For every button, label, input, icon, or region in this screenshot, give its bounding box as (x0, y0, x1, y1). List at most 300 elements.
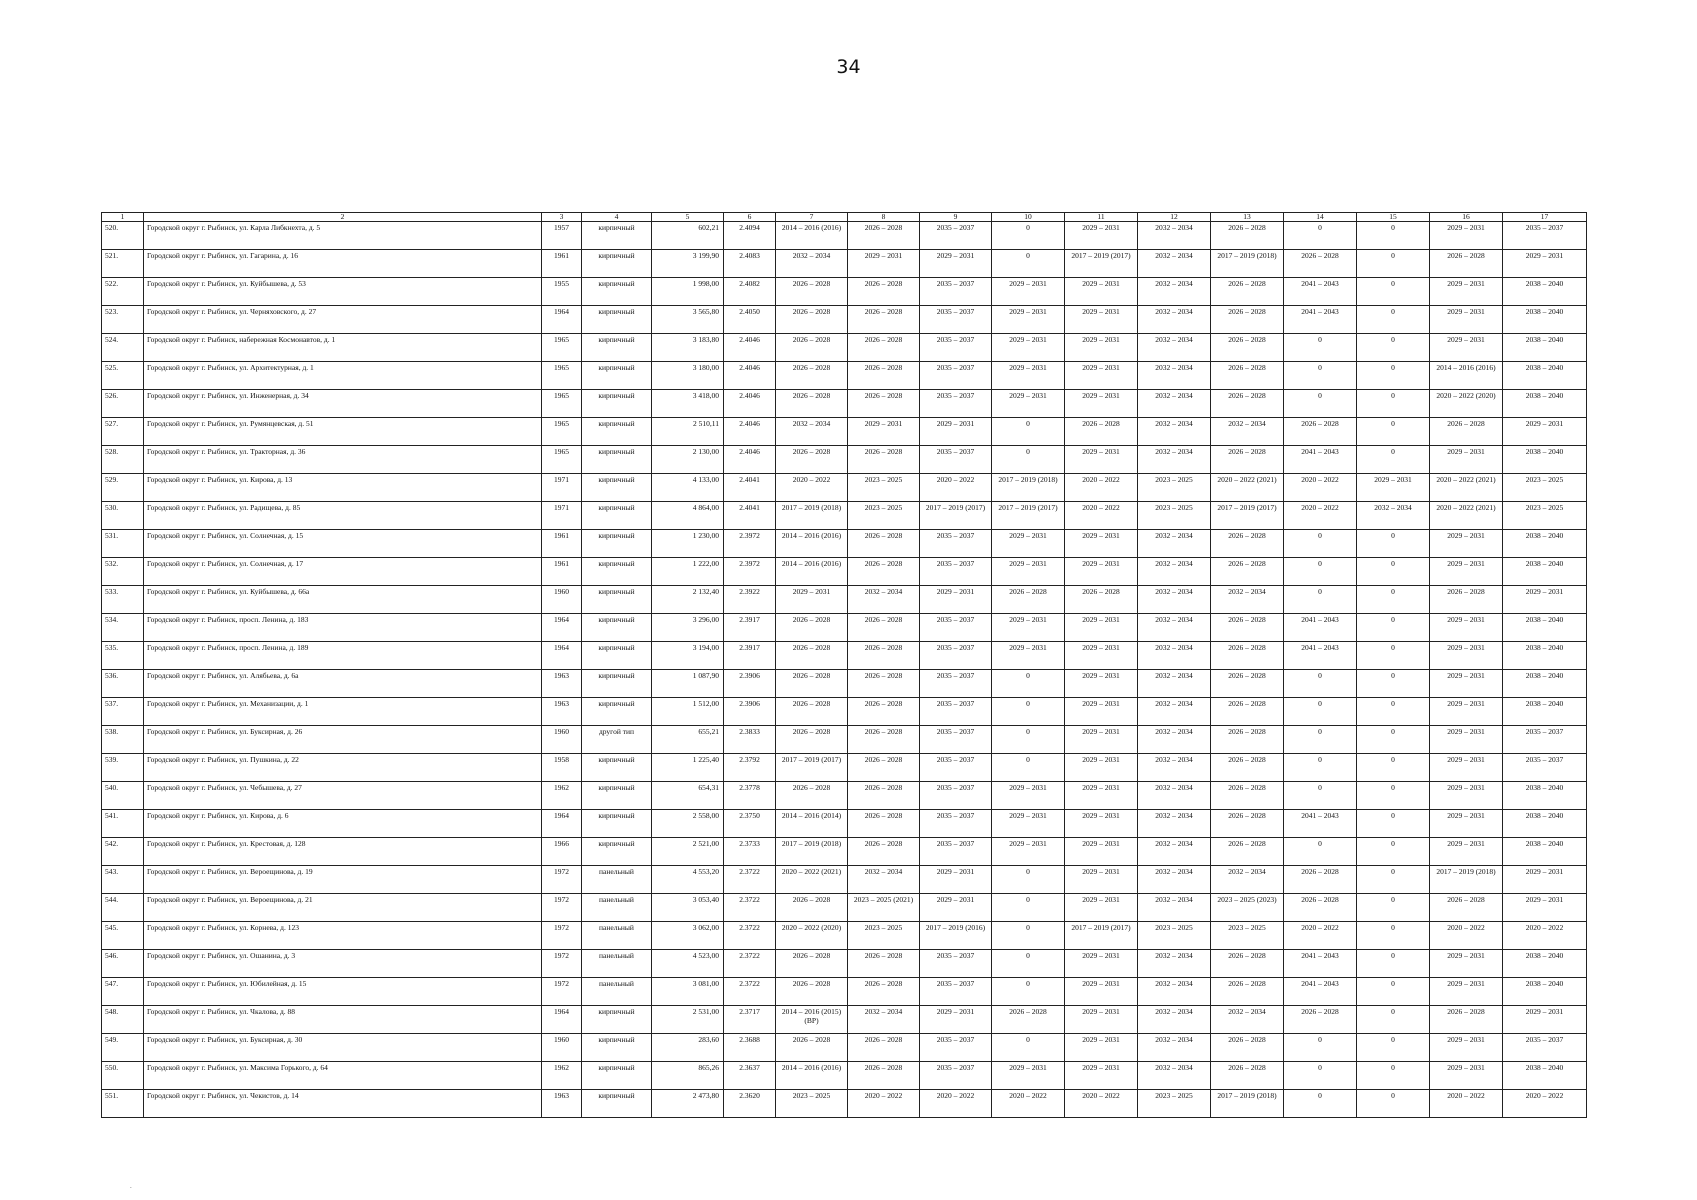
cell-period-col-14: 0 (1284, 754, 1357, 782)
cell-period-col-16: 2029 – 2031 (1430, 558, 1503, 586)
cell-period-col-10: 2029 – 2031 (992, 558, 1065, 586)
cell-period-col-12: 2032 – 2034 (1138, 278, 1211, 306)
cell-address: Городской округ г. Рыбинск, ул. Крестовая, д. 128 (144, 838, 542, 866)
cell-period-col-13: 2032 – 2034 (1211, 1006, 1284, 1034)
cell-period-col-17: 2038 – 2040 (1503, 810, 1587, 838)
cell-year-built: 1962 (542, 782, 582, 810)
cell-wall-material: кирпичный (582, 1090, 652, 1118)
cell-period-col-17: 2020 – 2022 (1503, 1090, 1587, 1118)
cell-wall-material: кирпичный (582, 754, 652, 782)
cell-period-col-15: 0 (1357, 1034, 1430, 1062)
table-body (102, 222, 1587, 1118)
cell-period-col-15: 0 (1357, 558, 1430, 586)
cell-period-col-9: 2029 – 2031 (920, 894, 992, 922)
cell-period-col-8: 2026 – 2028 (848, 306, 920, 334)
cell-period-col-17: 2029 – 2031 (1503, 866, 1587, 894)
cell-period-col-12: 2032 – 2034 (1138, 614, 1211, 642)
cell-year-built: 1971 (542, 474, 582, 502)
cell-period-col-11: 2029 – 2031 (1065, 642, 1138, 670)
column-header-6: 6 (724, 213, 776, 222)
cell-priority-index: 2.4046 (724, 362, 776, 390)
cell-period-col-14: 2020 – 2022 (1284, 922, 1357, 950)
cell-period-col-15: 0 (1357, 642, 1430, 670)
table-row (102, 558, 1587, 586)
cell-period-col-9: 2035 – 2037 (920, 726, 992, 754)
cell-year-built: 1971 (542, 502, 582, 530)
table-header-row (102, 213, 1587, 222)
cell-address: Городской округ г. Рыбинск, ул. Максима Горького, д. 64 (144, 1062, 542, 1090)
cell-year-built: 1965 (542, 334, 582, 362)
column-header-10: 10 (992, 213, 1065, 222)
cell-period-col-9: 2035 – 2037 (920, 530, 992, 558)
cell-priority-index: 2.4041 (724, 474, 776, 502)
cell-period-col-10: 0 (992, 978, 1065, 1006)
cell-period-col-11: 2026 – 2028 (1065, 418, 1138, 446)
cell-row-number: 532. (102, 558, 144, 586)
cell-period-col-15: 0 (1357, 670, 1430, 698)
cell-period-col-16: 2029 – 2031 (1430, 670, 1503, 698)
cell-period-col-14: 0 (1284, 1034, 1357, 1062)
cell-period-col-14: 2026 – 2028 (1284, 894, 1357, 922)
cell-period-col-8: 2032 – 2034 (848, 866, 920, 894)
cell-period-col-13: 2026 – 2028 (1211, 810, 1284, 838)
cell-priority-index: 2.3792 (724, 754, 776, 782)
cell-year-built: 1961 (542, 530, 582, 558)
cell-wall-material: кирпичный (582, 614, 652, 642)
cell-period-col-12: 2032 – 2034 (1138, 1006, 1211, 1034)
cell-period-col-11: 2029 – 2031 (1065, 222, 1138, 250)
cell-period-col-15: 0 (1357, 278, 1430, 306)
cell-period-col-10: 2017 – 2019 (2018) (992, 474, 1065, 502)
cell-period-col-14: 2041 – 2043 (1284, 614, 1357, 642)
cell-row-number: 546. (102, 950, 144, 978)
cell-total-area: 654,31 (652, 782, 724, 810)
cell-address: Городской округ г. Рыбинск, ул. Куйбышева, д. 53 (144, 278, 542, 306)
cell-period-col-14: 2020 – 2022 (1284, 474, 1357, 502)
cell-wall-material: кирпичный (582, 418, 652, 446)
cell-period-col-11: 2029 – 2031 (1065, 306, 1138, 334)
cell-period-col-7: 2026 – 2028 (776, 362, 848, 390)
cell-total-area: 2 558,00 (652, 810, 724, 838)
cell-period-col-15: 0 (1357, 698, 1430, 726)
table-row (102, 614, 1587, 642)
column-header-2: 2 (144, 213, 542, 222)
cell-year-built: 1965 (542, 446, 582, 474)
cell-period-col-17: 2038 – 2040 (1503, 1062, 1587, 1090)
column-header-4: 4 (582, 213, 652, 222)
cell-period-col-10: 2029 – 2031 (992, 334, 1065, 362)
cell-period-col-9: 2029 – 2031 (920, 250, 992, 278)
cell-period-col-12: 2032 – 2034 (1138, 1034, 1211, 1062)
cell-address: Городской округ г. Рыбинск, ул. Ошанина, д. 3 (144, 950, 542, 978)
cell-period-col-7: 2017 – 2019 (2018) (776, 838, 848, 866)
cell-period-col-12: 2032 – 2034 (1138, 390, 1211, 418)
column-header-15: 15 (1357, 213, 1430, 222)
cell-total-area: 4 553,20 (652, 866, 724, 894)
cell-period-col-9: 2035 – 2037 (920, 1062, 992, 1090)
cell-period-col-13: 2026 – 2028 (1211, 950, 1284, 978)
cell-year-built: 1962 (542, 1062, 582, 1090)
cell-address: Городской округ г. Рыбинск, ул. Корнева, д. 123 (144, 922, 542, 950)
cell-wall-material: кирпичный (582, 810, 652, 838)
cell-period-col-7: 2014 – 2016 (2015) (ВР) (776, 1006, 848, 1034)
cell-period-col-7: 2026 – 2028 (776, 278, 848, 306)
column-header-5: 5 (652, 213, 724, 222)
cell-wall-material: кирпичный (582, 838, 652, 866)
cell-period-col-7: 2026 – 2028 (776, 726, 848, 754)
cell-row-number: 522. (102, 278, 144, 306)
cell-period-col-11: 2020 – 2022 (1065, 502, 1138, 530)
cell-row-number: 523. (102, 306, 144, 334)
cell-period-col-11: 2017 – 2019 (2017) (1065, 922, 1138, 950)
cell-address: Городской округ г. Рыбинск, ул. Радищева, д. 85 (144, 502, 542, 530)
table-row (102, 922, 1587, 950)
cell-wall-material: кирпичный (582, 698, 652, 726)
cell-period-col-12: 2032 – 2034 (1138, 642, 1211, 670)
table-row (102, 866, 1587, 894)
cell-total-area: 3 180,00 (652, 362, 724, 390)
cell-period-col-13: 2023 – 2025 (2023) (1211, 894, 1284, 922)
cell-period-col-13: 2032 – 2034 (1211, 586, 1284, 614)
cell-wall-material: кирпичный (582, 502, 652, 530)
cell-period-col-13: 2026 – 2028 (1211, 754, 1284, 782)
cell-period-col-12: 2032 – 2034 (1138, 306, 1211, 334)
cell-total-area: 283,60 (652, 1034, 724, 1062)
cell-priority-index: 2.3722 (724, 894, 776, 922)
cell-priority-index: 2.4046 (724, 334, 776, 362)
cell-row-number: 551. (102, 1090, 144, 1118)
cell-row-number: 545. (102, 922, 144, 950)
column-header-17: 17 (1503, 213, 1587, 222)
cell-period-col-8: 2023 – 2025 (848, 502, 920, 530)
cell-total-area: 1 998,00 (652, 278, 724, 306)
cell-period-col-15: 0 (1357, 390, 1430, 418)
cell-period-col-13: 2026 – 2028 (1211, 1062, 1284, 1090)
cell-period-col-8: 2026 – 2028 (848, 1034, 920, 1062)
cell-period-col-17: 2038 – 2040 (1503, 530, 1587, 558)
cell-period-col-8: 2026 – 2028 (848, 1062, 920, 1090)
column-header-8: 8 (848, 213, 920, 222)
cell-period-col-17: 2029 – 2031 (1503, 250, 1587, 278)
cell-period-col-16: 2029 – 2031 (1430, 838, 1503, 866)
cell-wall-material: кирпичный (582, 586, 652, 614)
cell-period-col-12: 2032 – 2034 (1138, 810, 1211, 838)
cell-period-col-10: 0 (992, 754, 1065, 782)
cell-period-col-8: 2023 – 2025 (2021) (848, 894, 920, 922)
cell-year-built: 1972 (542, 894, 582, 922)
cell-period-col-16: 2029 – 2031 (1430, 978, 1503, 1006)
cell-period-col-12: 2032 – 2034 (1138, 222, 1211, 250)
cell-period-col-13: 2026 – 2028 (1211, 838, 1284, 866)
cell-period-col-10: 0 (992, 866, 1065, 894)
cell-period-col-14: 0 (1284, 558, 1357, 586)
column-header-16: 16 (1430, 213, 1503, 222)
cell-period-col-8: 2026 – 2028 (848, 754, 920, 782)
cell-period-col-15: 0 (1357, 922, 1430, 950)
cell-period-col-14: 2026 – 2028 (1284, 1006, 1357, 1034)
cell-year-built: 1964 (542, 642, 582, 670)
column-header-1: 1 (102, 213, 144, 222)
cell-row-number: 534. (102, 614, 144, 642)
cell-wall-material: кирпичный (582, 558, 652, 586)
cell-period-col-10: 2029 – 2031 (992, 782, 1065, 810)
table-row (102, 390, 1587, 418)
cell-period-col-8: 2026 – 2028 (848, 978, 920, 1006)
cell-period-col-14: 0 (1284, 1062, 1357, 1090)
cell-period-col-15: 0 (1357, 726, 1430, 754)
cell-address: Городской округ г. Рыбинск, ул. Чкалова, д. 88 (144, 1006, 542, 1034)
cell-address: Городской округ г. Рыбинск, ул. Механизации, д. 1 (144, 698, 542, 726)
cell-period-col-7: 2026 – 2028 (776, 446, 848, 474)
cell-period-col-12: 2023 – 2025 (1138, 1090, 1211, 1118)
cell-period-col-12: 2023 – 2025 (1138, 922, 1211, 950)
cell-period-col-11: 2029 – 2031 (1065, 362, 1138, 390)
cell-period-col-12: 2032 – 2034 (1138, 558, 1211, 586)
cell-row-number: 528. (102, 446, 144, 474)
cell-period-col-15: 0 (1357, 418, 1430, 446)
cell-period-col-16: 2020 – 2022 (1430, 1090, 1503, 1118)
cell-period-col-17: 2020 – 2022 (1503, 922, 1587, 950)
cell-priority-index: 2.3733 (724, 838, 776, 866)
cell-wall-material: панельный (582, 894, 652, 922)
cell-period-col-16: 2029 – 2031 (1430, 810, 1503, 838)
cell-period-col-15: 0 (1357, 222, 1430, 250)
cell-address: Городской округ г. Рыбинск, ул. Архитектурная, д. 1 (144, 362, 542, 390)
table-row (102, 306, 1587, 334)
cell-period-col-12: 2032 – 2034 (1138, 726, 1211, 754)
cell-priority-index: 2.3620 (724, 1090, 776, 1118)
table-row (102, 1062, 1587, 1090)
cell-year-built: 1958 (542, 754, 582, 782)
cell-total-area: 4 864,00 (652, 502, 724, 530)
cell-period-col-15: 0 (1357, 446, 1430, 474)
cell-period-col-7: 2023 – 2025 (776, 1090, 848, 1118)
cell-priority-index: 2.4083 (724, 250, 776, 278)
cell-period-col-13: 2026 – 2028 (1211, 362, 1284, 390)
cell-wall-material: панельный (582, 922, 652, 950)
cell-total-area: 3 062,00 (652, 922, 724, 950)
cell-wall-material: кирпичный (582, 222, 652, 250)
table-row (102, 362, 1587, 390)
cell-period-col-12: 2032 – 2034 (1138, 698, 1211, 726)
cell-period-col-10: 2029 – 2031 (992, 390, 1065, 418)
cell-period-col-17: 2023 – 2025 (1503, 502, 1587, 530)
cell-wall-material: кирпичный (582, 278, 652, 306)
cell-address: Городской округ г. Рыбинск, просп. Ленина, д. 189 (144, 642, 542, 670)
cell-period-col-16: 2029 – 2031 (1430, 278, 1503, 306)
cell-period-col-11: 2029 – 2031 (1065, 726, 1138, 754)
cell-priority-index: 2.3917 (724, 642, 776, 670)
cell-period-col-11: 2029 – 2031 (1065, 810, 1138, 838)
cell-period-col-14: 2041 – 2043 (1284, 642, 1357, 670)
cell-period-col-16: 2029 – 2031 (1430, 950, 1503, 978)
table-row (102, 838, 1587, 866)
cell-period-col-9: 2035 – 2037 (920, 978, 992, 1006)
cell-period-col-9: 2029 – 2031 (920, 1006, 992, 1034)
cell-period-col-10: 2029 – 2031 (992, 306, 1065, 334)
cell-wall-material: другой тип (582, 726, 652, 754)
cell-period-col-10: 0 (992, 446, 1065, 474)
cell-period-col-14: 0 (1284, 362, 1357, 390)
cell-period-col-7: 2032 – 2034 (776, 250, 848, 278)
cell-period-col-12: 2032 – 2034 (1138, 894, 1211, 922)
cell-priority-index: 2.4082 (724, 278, 776, 306)
cell-row-number: 524. (102, 334, 144, 362)
cell-period-col-7: 2014 – 2016 (2014) (776, 810, 848, 838)
cell-period-col-15: 0 (1357, 782, 1430, 810)
cell-priority-index: 2.3722 (724, 978, 776, 1006)
cell-priority-index: 2.3906 (724, 670, 776, 698)
cell-period-col-9: 2029 – 2031 (920, 866, 992, 894)
cell-priority-index: 2.3778 (724, 782, 776, 810)
cell-period-col-15: 0 (1357, 362, 1430, 390)
cell-period-col-16: 2026 – 2028 (1430, 894, 1503, 922)
cell-period-col-7: 2026 – 2028 (776, 334, 848, 362)
cell-priority-index: 2.3917 (724, 614, 776, 642)
cell-period-col-16: 2029 – 2031 (1430, 222, 1503, 250)
cell-priority-index: 2.3750 (724, 810, 776, 838)
cell-total-area: 1 512,00 (652, 698, 724, 726)
cell-row-number: 550. (102, 1062, 144, 1090)
cell-wall-material: кирпичный (582, 250, 652, 278)
cell-period-col-13: 2017 – 2019 (2018) (1211, 1090, 1284, 1118)
cell-period-col-10: 2017 – 2019 (2017) (992, 502, 1065, 530)
cell-period-col-7: 2026 – 2028 (776, 950, 848, 978)
cell-period-col-16: 2020 – 2022 (2021) (1430, 502, 1503, 530)
cell-address: Городской округ г. Рыбинск, ул. Кирова, д. 6 (144, 810, 542, 838)
cell-priority-index: 2.3717 (724, 1006, 776, 1034)
cell-period-col-16: 2029 – 2031 (1430, 726, 1503, 754)
cell-period-col-10: 2029 – 2031 (992, 810, 1065, 838)
cell-year-built: 1960 (542, 726, 582, 754)
cell-period-col-13: 2032 – 2034 (1211, 866, 1284, 894)
table-row (102, 978, 1587, 1006)
cell-address: Городской округ г. Рыбинск, ул. Куйбышева, д. 66а (144, 586, 542, 614)
cell-priority-index: 2.3833 (724, 726, 776, 754)
cell-address: Городской округ г. Рыбинск, набережная Космонавтов, д. 1 (144, 334, 542, 362)
cell-period-col-9: 2035 – 2037 (920, 810, 992, 838)
column-header-7: 7 (776, 213, 848, 222)
cell-period-col-12: 2032 – 2034 (1138, 866, 1211, 894)
cell-period-col-16: 2026 – 2028 (1430, 418, 1503, 446)
cell-period-col-7: 2017 – 2019 (2018) (776, 502, 848, 530)
cell-period-col-13: 2026 – 2028 (1211, 782, 1284, 810)
cell-period-col-7: 2026 – 2028 (776, 894, 848, 922)
cell-period-col-14: 0 (1284, 222, 1357, 250)
cell-period-col-7: 2026 – 2028 (776, 390, 848, 418)
cell-period-col-11: 2029 – 2031 (1065, 390, 1138, 418)
cell-row-number: 540. (102, 782, 144, 810)
cell-period-col-14: 0 (1284, 334, 1357, 362)
cell-period-col-13: 2032 – 2034 (1211, 418, 1284, 446)
cell-period-col-13: 2026 – 2028 (1211, 306, 1284, 334)
cell-period-col-8: 2023 – 2025 (848, 474, 920, 502)
cell-total-area: 3 183,80 (652, 334, 724, 362)
cell-year-built: 1965 (542, 362, 582, 390)
cell-period-col-14: 0 (1284, 586, 1357, 614)
cell-period-col-7: 2026 – 2028 (776, 1034, 848, 1062)
cell-priority-index: 2.3637 (724, 1062, 776, 1090)
table-row (102, 698, 1587, 726)
cell-total-area: 2 132,40 (652, 586, 724, 614)
cell-address: Городской округ г. Рыбинск, ул. Юбилейная, д. 15 (144, 978, 542, 1006)
cell-total-area: 655,21 (652, 726, 724, 754)
cell-period-col-14: 2020 – 2022 (1284, 502, 1357, 530)
cell-period-col-7: 2020 – 2022 (2021) (776, 866, 848, 894)
cell-period-col-8: 2026 – 2028 (848, 838, 920, 866)
cell-period-col-9: 2029 – 2031 (920, 418, 992, 446)
cell-period-col-11: 2029 – 2031 (1065, 782, 1138, 810)
cell-priority-index: 2.4050 (724, 306, 776, 334)
cell-row-number: 544. (102, 894, 144, 922)
cell-period-col-11: 2029 – 2031 (1065, 950, 1138, 978)
cell-period-col-14: 0 (1284, 698, 1357, 726)
cell-priority-index: 2.3722 (724, 866, 776, 894)
cell-period-col-12: 2032 – 2034 (1138, 838, 1211, 866)
cell-period-col-12: 2032 – 2034 (1138, 670, 1211, 698)
cell-period-col-9: 2035 – 2037 (920, 950, 992, 978)
cell-address: Городской округ г. Рыбинск, ул. Пушкина, д. 22 (144, 754, 542, 782)
cell-period-col-9: 2035 – 2037 (920, 334, 992, 362)
cell-period-col-11: 2026 – 2028 (1065, 586, 1138, 614)
cell-priority-index: 2.3972 (724, 530, 776, 558)
cell-total-area: 1 222,00 (652, 558, 724, 586)
cell-period-col-11: 2029 – 2031 (1065, 278, 1138, 306)
cell-priority-index: 2.3922 (724, 586, 776, 614)
cell-row-number: 535. (102, 642, 144, 670)
cell-wall-material: панельный (582, 866, 652, 894)
cell-period-col-15: 0 (1357, 950, 1430, 978)
cell-period-col-17: 2038 – 2040 (1503, 362, 1587, 390)
cell-period-col-13: 2026 – 2028 (1211, 390, 1284, 418)
cell-period-col-16: 2029 – 2031 (1430, 642, 1503, 670)
cell-period-col-15: 0 (1357, 810, 1430, 838)
cell-period-col-8: 2026 – 2028 (848, 558, 920, 586)
cell-period-col-11: 2020 – 2022 (1065, 1090, 1138, 1118)
cell-period-col-15: 0 (1357, 306, 1430, 334)
cell-year-built: 1965 (542, 418, 582, 446)
cell-period-col-16: 2029 – 2031 (1430, 446, 1503, 474)
cell-total-area: 3 081,00 (652, 978, 724, 1006)
cell-period-col-13: 2026 – 2028 (1211, 698, 1284, 726)
cell-period-col-9: 2035 – 2037 (920, 838, 992, 866)
cell-period-col-17: 2038 – 2040 (1503, 838, 1587, 866)
cell-period-col-9: 2035 – 2037 (920, 754, 992, 782)
cell-period-col-8: 2032 – 2034 (848, 1006, 920, 1034)
cell-period-col-9: 2035 – 2037 (920, 558, 992, 586)
cell-period-col-15: 0 (1357, 530, 1430, 558)
cell-period-col-10: 0 (992, 698, 1065, 726)
cell-period-col-17: 2038 – 2040 (1503, 950, 1587, 978)
cell-year-built: 1963 (542, 698, 582, 726)
cell-period-col-8: 2029 – 2031 (848, 418, 920, 446)
cell-year-built: 1961 (542, 558, 582, 586)
cell-year-built: 1964 (542, 614, 582, 642)
cell-period-col-7: 2026 – 2028 (776, 670, 848, 698)
table-row (102, 530, 1587, 558)
cell-period-col-12: 2023 – 2025 (1138, 474, 1211, 502)
cell-period-col-8: 2026 – 2028 (848, 614, 920, 642)
cell-period-col-12: 2032 – 2034 (1138, 446, 1211, 474)
column-header-9: 9 (920, 213, 992, 222)
cell-period-col-13: 2026 – 2028 (1211, 614, 1284, 642)
cell-period-col-15: 0 (1357, 250, 1430, 278)
cell-period-col-8: 2026 – 2028 (848, 362, 920, 390)
cell-period-col-17: 2029 – 2031 (1503, 418, 1587, 446)
cell-total-area: 3 565,80 (652, 306, 724, 334)
cell-period-col-8: 2026 – 2028 (848, 642, 920, 670)
cell-period-col-16: 2029 – 2031 (1430, 530, 1503, 558)
